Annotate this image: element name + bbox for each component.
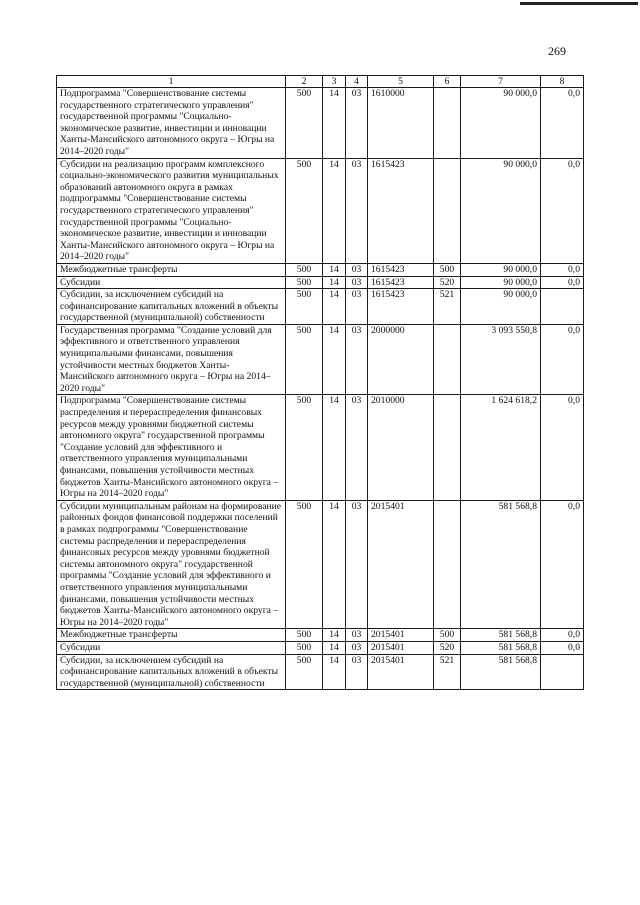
row-col5: 1610000 [368,88,434,159]
table-row [57,500,584,629]
row-name: Субсидии, за исключением субсидий на софинансирование капитальных вложений в объекты государственной (муниципальной) собственности [57,654,286,690]
row-col4: 03 [346,88,368,159]
row-col3: 14 [323,324,346,395]
row-col8: 0,0 [541,629,584,642]
row-col5: 1615423 [368,263,434,276]
row-col2: 500 [286,88,323,159]
row-col4: 03 [346,395,368,500]
page-number: 269 [548,44,566,58]
row-col5: 2015401 [368,500,434,629]
row-col8: 0,0 [541,263,584,276]
row-col2: 500 [286,263,323,276]
row-col2: 500 [286,654,323,690]
header-col-6: 6 [434,76,461,88]
row-col2: 500 [286,276,323,289]
row-col6: 500 [434,263,461,276]
header-col-3: 3 [323,76,346,88]
table-row [57,324,584,395]
row-col7: 90 000,0 [461,276,541,289]
table-row [57,641,584,654]
row-col3: 14 [323,158,346,263]
row-col7: 90 000,0 [461,158,541,263]
row-col2: 500 [286,158,323,263]
row-name: Межбюджетные трансферты [57,263,286,276]
row-col6 [434,395,461,500]
row-name: Государственная программа "Создание условий для эффективного и ответственного управления муниципальными финансами, повышения устойчивости местных бюджетов Ханты-Мансийского автономного округа – Югры на 2014–2020 годы" [57,324,286,395]
table-header-row [57,76,584,88]
row-col4: 03 [346,324,368,395]
row-col8 [541,289,584,325]
header-col-2: 2 [286,76,323,88]
row-col2: 500 [286,629,323,642]
header-col-5: 5 [368,76,434,88]
row-col4: 03 [346,158,368,263]
row-col3: 14 [323,395,346,500]
row-col5: 2015401 [368,629,434,642]
row-col2: 500 [286,500,323,629]
row-col7: 90 000,0 [461,263,541,276]
table-row [57,158,584,263]
row-col8: 0,0 [541,158,584,263]
header-col-8: 8 [541,76,584,88]
row-col6 [434,500,461,629]
row-col7: 90 000,0 [461,289,541,325]
row-col8: 0,0 [541,276,584,289]
row-col6 [434,324,461,395]
row-col6: 521 [434,289,461,325]
row-col7: 3 093 550,8 [461,324,541,395]
row-col5: 2010000 [368,395,434,500]
row-col2: 500 [286,289,323,325]
row-col4: 03 [346,654,368,690]
row-col8: 0,0 [541,500,584,629]
row-col3: 14 [323,263,346,276]
row-col7: 581 568,8 [461,500,541,629]
row-col3: 14 [323,641,346,654]
page-top-rule [520,2,638,5]
row-col8: 0,0 [541,395,584,500]
row-col4: 03 [346,289,368,325]
row-col3: 14 [323,276,346,289]
budget-table [56,75,584,690]
row-col4: 03 [346,276,368,289]
row-name: Подпрограмма "Совершенствование системы распределения и перераспределения финансовых ресурсов между уровнями бюджетной системы автономного округа" государственной программы "Создание условий для эффективного и ответственного управления муниципальными финансами, повышения устойчивости местных бюджетов Ханты-Мансийского автономного округа – Югры на 2014–2020 годы" [57,395,286,500]
row-col5: 2015401 [368,654,434,690]
row-name: Субсидии на реализацию программ комплексного социально-экономического развития муниципальных образований автономного округа в рамках подпрограммы "Совершенствование системы государственного стратегического управления" государственной программы "Социально-экономическое развитие, инвестиции и инновации Ханты-Мансийского автономного округа – Югры на 2014–2020 годы" [57,158,286,263]
row-col8: 0,0 [541,641,584,654]
row-col2: 500 [286,324,323,395]
row-col3: 14 [323,500,346,629]
row-col4: 03 [346,629,368,642]
row-col4: 03 [346,500,368,629]
row-col7: 581 568,8 [461,654,541,690]
row-col7: 581 568,8 [461,629,541,642]
row-name: Подпрограмма "Совершенствование системы государственного стратегического управления" государственной программы "Социально-экономическое развитие, инвестиции и инновации Ханты-Мансийского автономного округа – Югры на 2014–2020 годы" [57,88,286,159]
row-col6: 520 [434,641,461,654]
table-row [57,289,584,325]
row-col7: 581 568,8 [461,641,541,654]
row-col3: 14 [323,629,346,642]
row-col3: 14 [323,88,346,159]
table-row [57,395,584,500]
header-col-7: 7 [461,76,541,88]
table-row [57,263,584,276]
row-col5: 1615423 [368,158,434,263]
row-col5: 1615423 [368,289,434,325]
row-col8: 0,0 [541,88,584,159]
table-row [57,629,584,642]
row-col8 [541,654,584,690]
table-row [57,654,584,690]
row-name: Межбюджетные трансферты [57,629,286,642]
table-row [57,88,584,159]
row-col6: 521 [434,654,461,690]
row-col4: 03 [346,641,368,654]
table-row [57,276,584,289]
row-col5: 2015401 [368,641,434,654]
row-col2: 500 [286,395,323,500]
row-name: Субсидии [57,641,286,654]
row-name: Субсидии, за исключением субсидий на софинансирование капитальных вложений в объекты государственной (муниципальной) собственности [57,289,286,325]
row-col6: 520 [434,276,461,289]
header-col-1: 1 [57,76,286,88]
row-col6: 500 [434,629,461,642]
header-col-4: 4 [346,76,368,88]
row-col6 [434,88,461,159]
row-col5: 2000000 [368,324,434,395]
row-col4: 03 [346,263,368,276]
row-col2: 500 [286,641,323,654]
row-col3: 14 [323,289,346,325]
row-col7: 90 000,0 [461,88,541,159]
row-name: Субсидии [57,276,286,289]
row-col8: 0,0 [541,324,584,395]
row-name: Субсидии муниципальным районам на формирование районных фондов финансовой поддержки поселений в рамках подпрограммы "Совершенствование системы распределения и перераспределения финансовых ресурсов между уровнями бюджетной системы автономного округа" государственной программы "Создание условий для эффективного и ответственного управления муниципальными финансами, повышения устойчивости местных бюджетов Ханты-Мансийского автономного округа – Югры на 2014–2020 годы" [57,500,286,629]
row-col7: 1 624 618,2 [461,395,541,500]
row-col6 [434,158,461,263]
row-col3: 14 [323,654,346,690]
row-col5: 1615423 [368,276,434,289]
